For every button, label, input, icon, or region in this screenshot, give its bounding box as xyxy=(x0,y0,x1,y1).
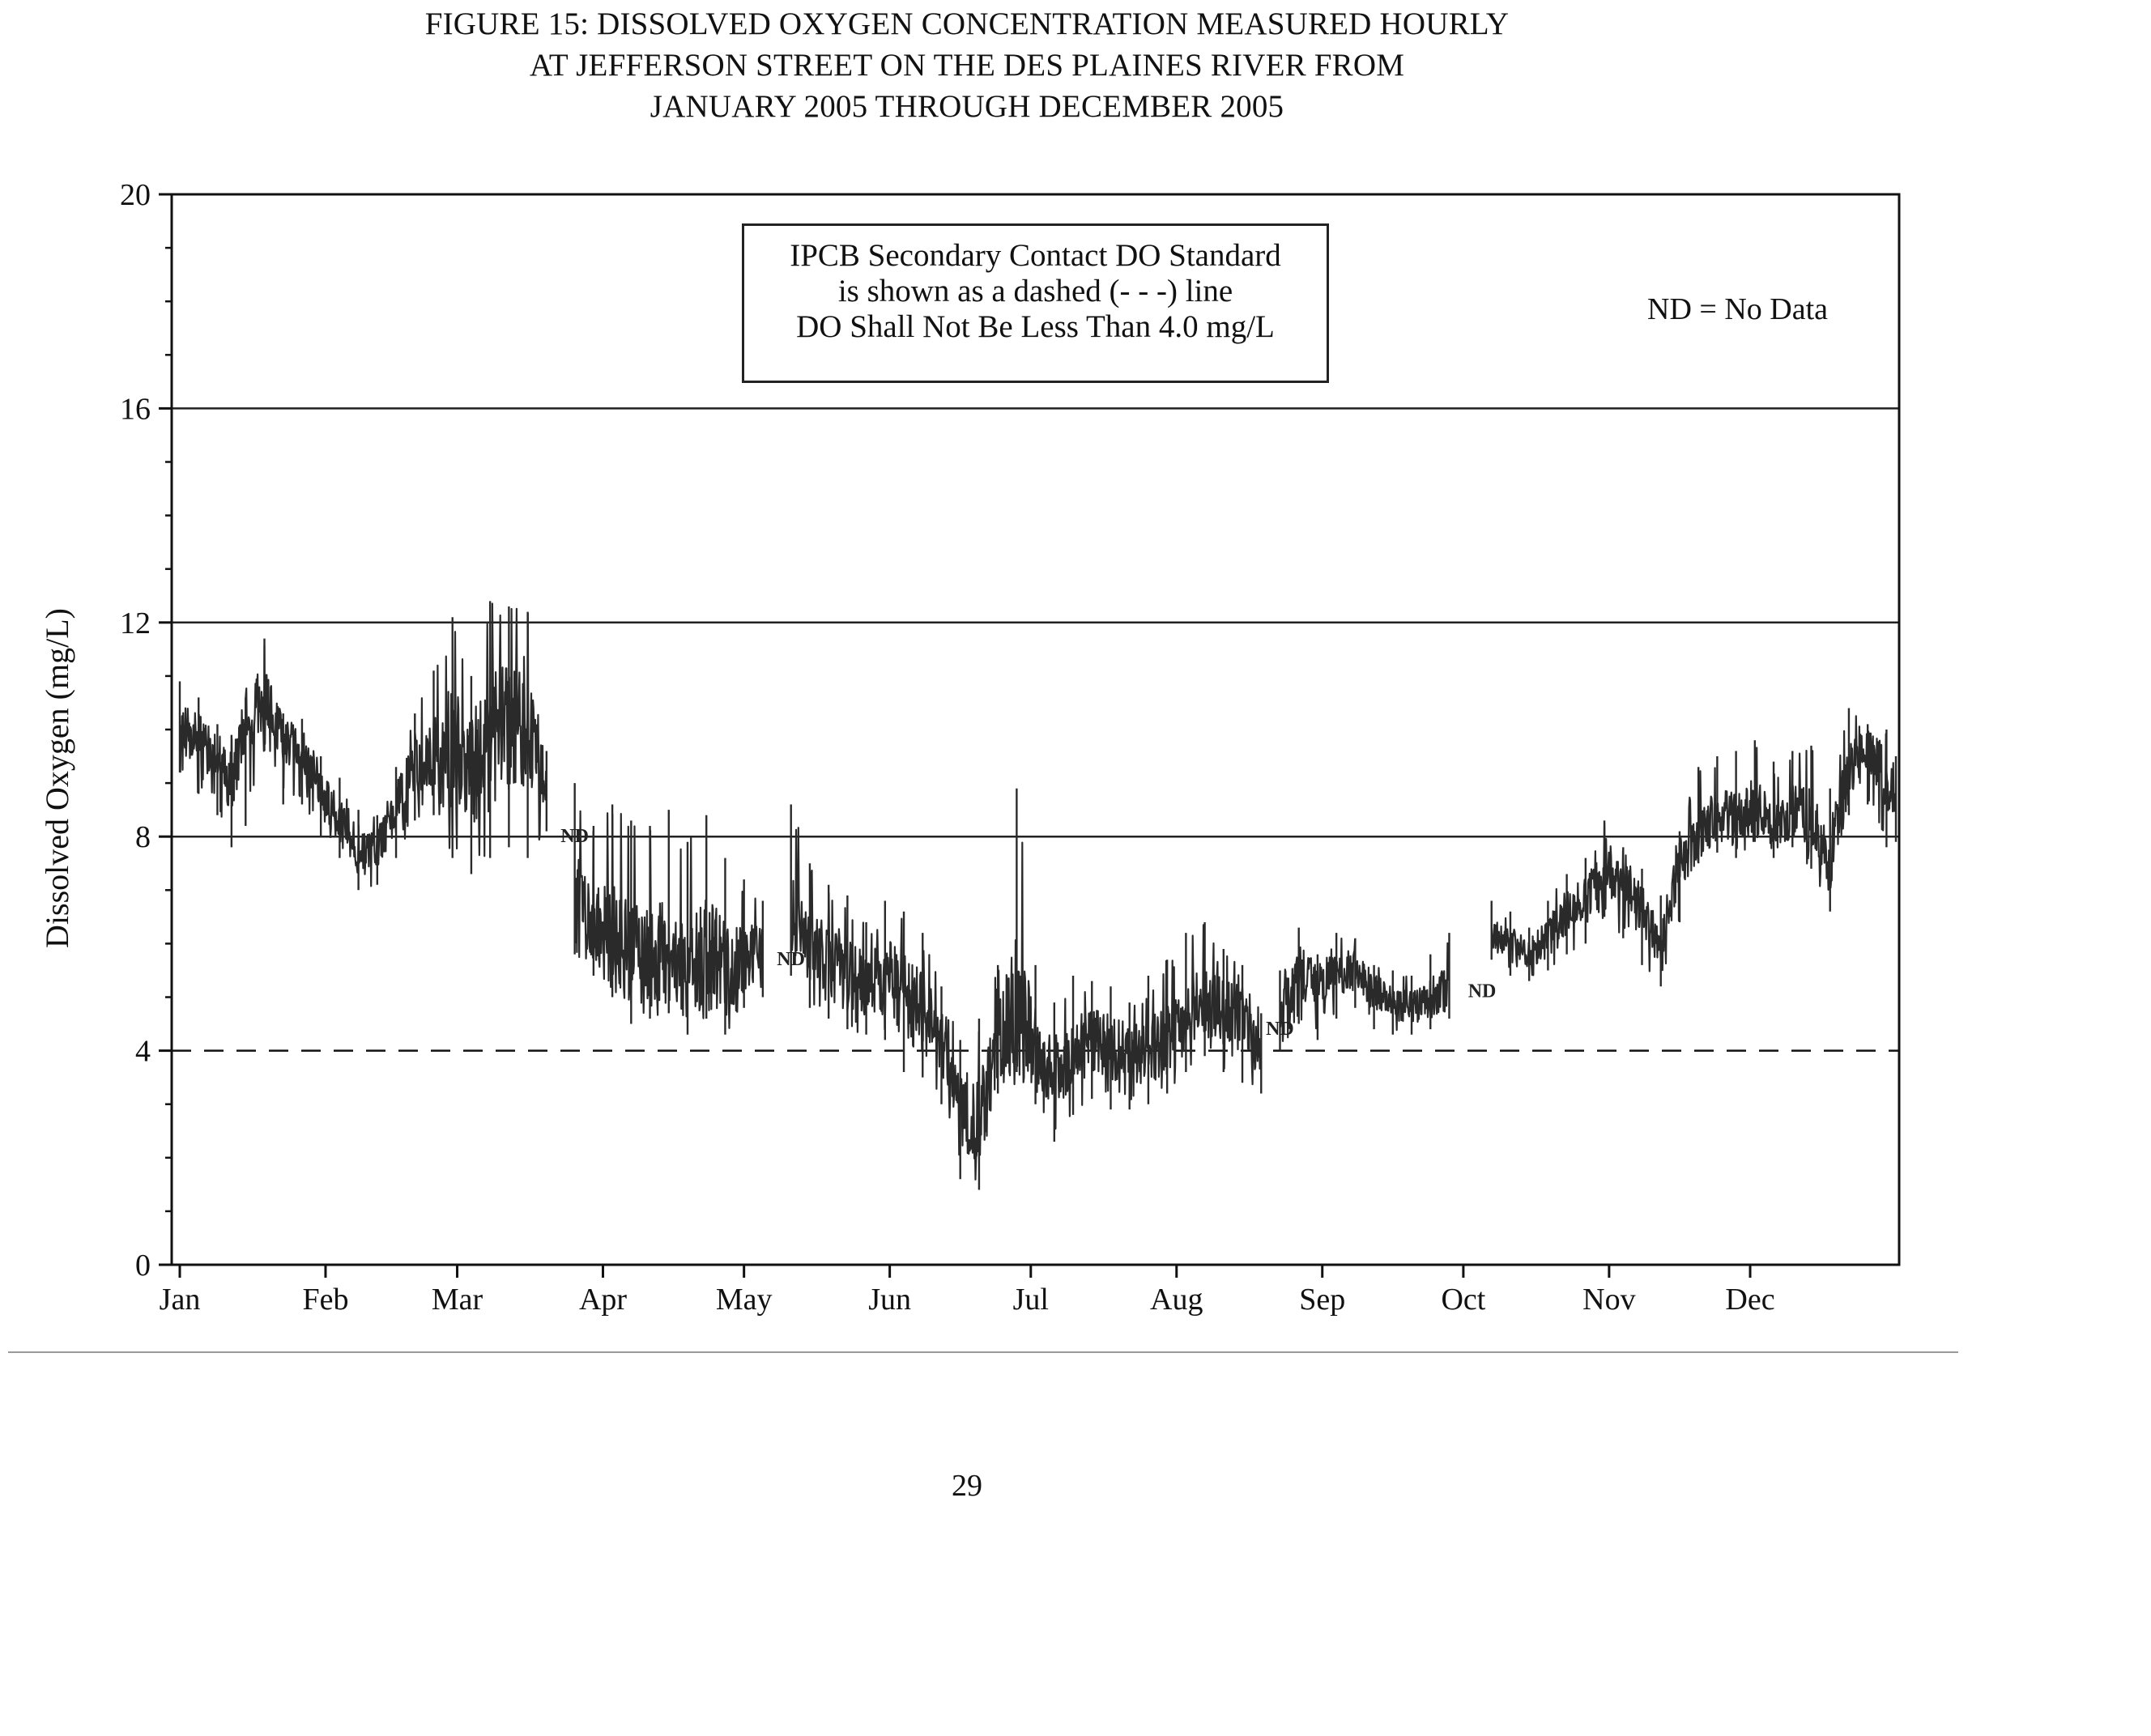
y-axis-label: Dissolved Oxygen (mg/L) xyxy=(39,608,75,948)
series-segment-5 xyxy=(1492,716,1896,975)
x-tick-label-aug: Aug xyxy=(1150,1283,1203,1317)
series-segment-3 xyxy=(791,828,1261,1180)
x-tick-label-apr: Apr xyxy=(578,1283,628,1317)
page-divider xyxy=(8,1351,1958,1353)
nd-label-3: ND xyxy=(1266,1018,1294,1040)
x-tick-label-mar: Mar xyxy=(431,1283,483,1317)
standard-note-box xyxy=(742,223,1329,383)
x-tick-label-sep: Sep xyxy=(1299,1283,1346,1317)
series-segment-4 xyxy=(1280,938,1449,1041)
nd-label-2: ND xyxy=(777,948,805,970)
y-tick-label-16: 16 xyxy=(120,392,151,427)
y-tick-label-20: 20 xyxy=(120,178,151,212)
y-tick-label-0: 0 xyxy=(135,1249,151,1283)
nd-label-4: ND xyxy=(1467,981,1497,1002)
series-segment-1 xyxy=(180,604,547,887)
x-tick-label-jun: Jun xyxy=(868,1283,912,1317)
x-tick-label-feb: Feb xyxy=(302,1283,349,1317)
title-line-3: JANUARY 2005 THROUGH DECEMBER 2005 xyxy=(650,89,1284,124)
x-tick-label-jan: Jan xyxy=(159,1283,201,1317)
nd-legend-note: ND = No Data xyxy=(1647,292,1828,326)
standard-note-line-1: IPCB Secondary Contact DO Standard xyxy=(790,238,1281,273)
title-line-1: FIGURE 15: DISSOLVED OXYGEN CONCENTRATION MEASURED HOURLY xyxy=(424,6,1510,41)
y-tick-label-12: 12 xyxy=(120,606,151,640)
standard-note-line-2: is shown as a dashed (- - -) line xyxy=(837,274,1233,308)
x-tick-label-oct: Oct xyxy=(1441,1283,1486,1317)
x-tick-label-may: May xyxy=(715,1283,773,1317)
x-tick-label-dec: Dec xyxy=(1725,1283,1775,1317)
x-tick-label-jul: Jul xyxy=(1012,1283,1049,1317)
do-series xyxy=(180,601,1896,1189)
x-tick-label-nov: Nov xyxy=(1582,1283,1636,1317)
y-tick-label-8: 8 xyxy=(135,820,151,855)
standard-note-line-3: DO Shall Not Be Less Than 4.0 mg/L xyxy=(796,309,1275,344)
page-number: 29 xyxy=(952,1469,982,1503)
nd-label-1: ND xyxy=(560,825,589,847)
title-line-2: AT JEFFERSON STREET ON THE DES PLAINES RIVER FROM xyxy=(529,48,1405,83)
y-tick-label-4: 4 xyxy=(135,1034,151,1069)
